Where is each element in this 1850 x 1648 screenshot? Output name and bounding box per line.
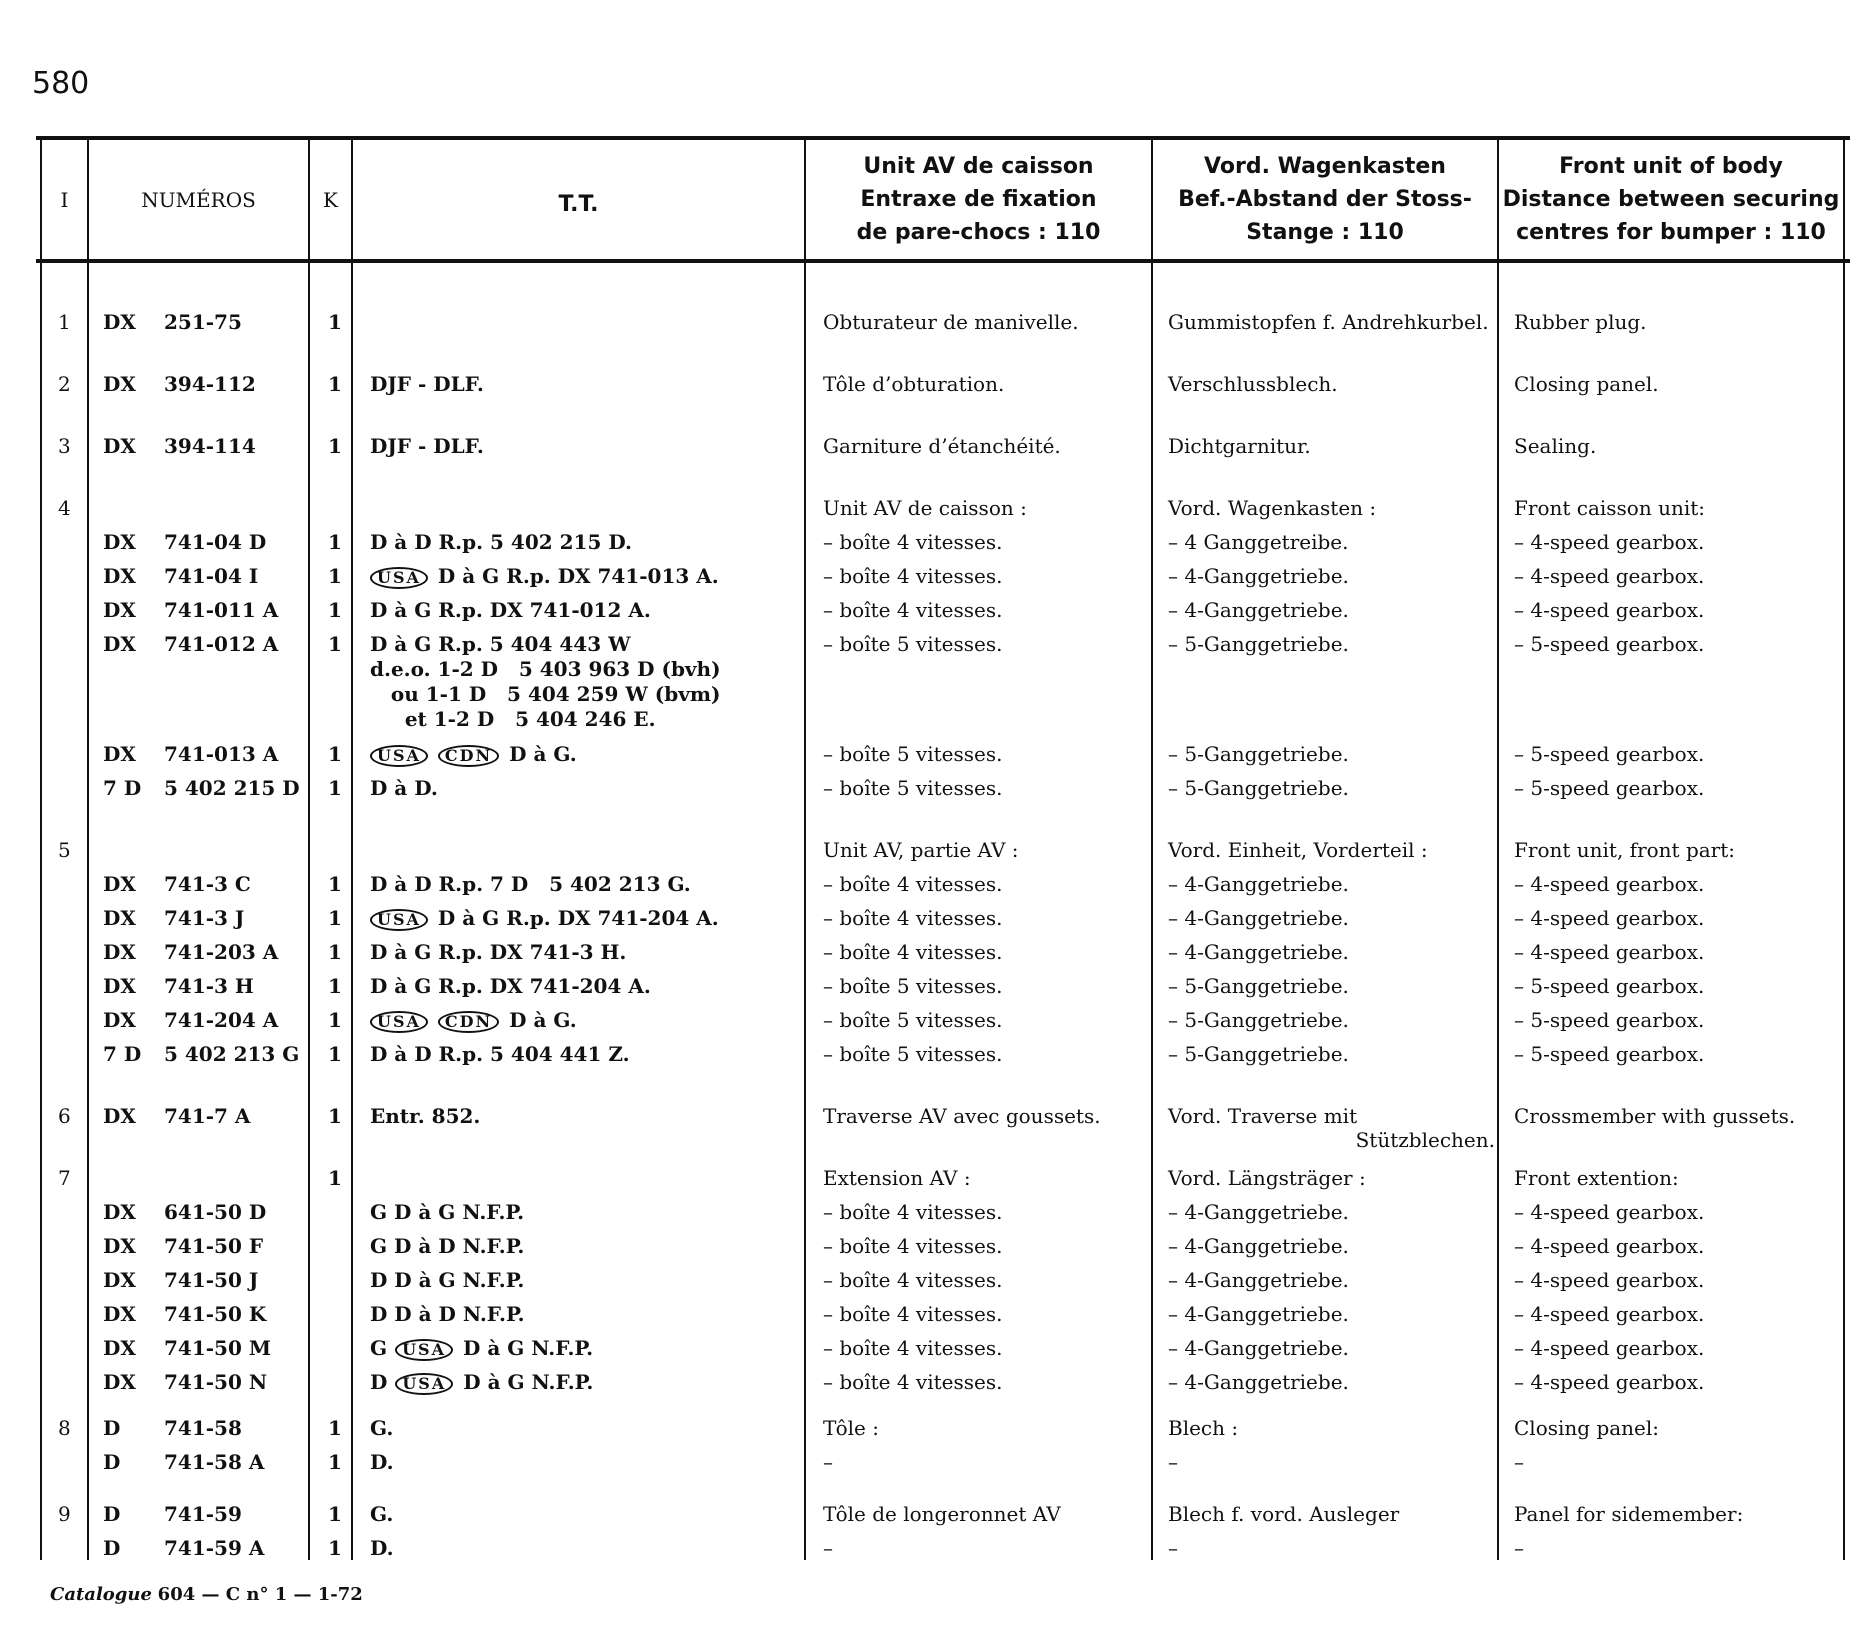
technical-note: [370, 1200, 524, 1224]
header-german-line: Bef.-Abstand der Stoss-: [1178, 187, 1472, 212]
description-german: Gummistopfen f. Andrehkurbel.: [1168, 310, 1489, 334]
part-prefix: DX: [103, 1370, 136, 1394]
quantity: 1: [328, 906, 342, 930]
description-french: – boîte 4 vitesses.: [823, 564, 1003, 588]
technical-note: [370, 1450, 394, 1474]
description-french: – boîte 5 vitesses.: [823, 632, 1003, 656]
technical-note: [370, 1008, 577, 1033]
description-german: Vord. Einheit, Vorderteil :: [1168, 838, 1428, 862]
col-rule-left: [40, 140, 42, 1560]
description-french: – boîte 4 vitesses.: [823, 1200, 1003, 1224]
part-number: 741-3 J: [164, 906, 245, 930]
part-number: 5 402 213 G: [164, 1042, 300, 1066]
technical-note-text: D à G R.p. DX 741-204 A.: [437, 906, 719, 930]
footer-catalogue-label: Catalogue: [50, 1584, 152, 1605]
technical-note: [370, 1234, 524, 1258]
part-prefix: DX: [103, 530, 136, 554]
part-prefix: DX: [103, 372, 136, 396]
technical-note: [370, 530, 632, 554]
description-english: – 5-speed gearbox.: [1514, 742, 1705, 766]
part-number: 741-50 M: [164, 1336, 271, 1360]
technical-note: [370, 940, 626, 964]
description-french: Obturateur de manivelle.: [823, 310, 1079, 334]
technical-note-text: D à D.: [370, 776, 438, 800]
part-number: 741-204 A: [164, 1008, 279, 1032]
header-i: I: [60, 188, 69, 212]
quantity: 1: [328, 1166, 342, 1190]
technical-note-text: D.: [370, 1450, 394, 1474]
part-number: 394-112: [164, 372, 256, 396]
row-index: 7: [58, 1166, 71, 1190]
part-number: 741-04 D: [164, 530, 267, 554]
description-english: – 4-speed gearbox.: [1514, 530, 1705, 554]
page-number: 580: [32, 66, 90, 101]
technical-note: [370, 372, 484, 396]
header-german-line: Vord. Wagenkasten: [1204, 154, 1446, 179]
part-number: 251-75: [164, 310, 242, 334]
header-french: [806, 150, 1151, 249]
description-german: – 4-Ganggetriebe.: [1168, 1336, 1349, 1360]
col-rule-numeros: [308, 140, 310, 1560]
description-french: – boîte 5 vitesses.: [823, 742, 1003, 766]
description-english: – 4-speed gearbox.: [1514, 1234, 1705, 1258]
technical-note: [370, 906, 719, 931]
quantity: 1: [328, 1502, 342, 1526]
part-number: 741-7 A: [164, 1104, 251, 1128]
technical-note: [370, 1302, 525, 1326]
technical-note-text: G D à D N.F.P.: [370, 1234, 525, 1258]
technical-note: [370, 564, 719, 589]
technical-note: [370, 1416, 393, 1440]
description-english: Crossmember with gussets.: [1514, 1104, 1796, 1128]
description-german: – 4-Ganggetriebe.: [1168, 1302, 1349, 1326]
col-rule-k: [351, 140, 353, 1560]
technical-note: [370, 1336, 593, 1361]
description-german: – 4-Ganggetriebe.: [1168, 598, 1349, 622]
quantity: 1: [328, 1042, 342, 1066]
quantity: 1: [328, 1450, 342, 1474]
description-french: – boîte 4 vitesses.: [823, 1302, 1003, 1326]
description-english: – 5-speed gearbox.: [1514, 1042, 1705, 1066]
part-prefix: DX: [103, 632, 136, 656]
country-badge: USA: [395, 1339, 453, 1361]
country-badge: USA: [370, 1011, 428, 1033]
description-german: Verschlussblech.: [1168, 372, 1338, 396]
part-number: 394-114: [164, 434, 256, 458]
technical-note-text: D à G R.p. DX 741-3 H.: [370, 940, 627, 964]
description-german: Vord. Längsträger :: [1168, 1166, 1366, 1190]
part-prefix: DX: [103, 1008, 136, 1032]
technical-note: [370, 707, 656, 731]
row-index: 2: [58, 372, 71, 396]
technical-note-text: ou 1-1 D 5 404 259 W (bvm): [370, 682, 721, 706]
country-badge: CDN: [438, 1011, 499, 1033]
part-number: 741-59 A: [164, 1536, 265, 1560]
header-german-line: Stange : 110: [1246, 220, 1404, 245]
header-tt: T.T.: [558, 192, 599, 217]
description-french: Unit AV de caisson :: [823, 496, 1027, 520]
description-french: – boîte 4 vitesses.: [823, 1336, 1003, 1360]
description-german: – 4-Ganggetriebe.: [1168, 872, 1349, 896]
technical-note-text: et 1-2 D 5 404 246 E.: [370, 707, 656, 731]
header-french-line: Unit AV de caisson: [863, 154, 1094, 179]
row-index: 5: [58, 838, 71, 862]
description-english: –: [1514, 1536, 1524, 1560]
row-index: 3: [58, 434, 71, 458]
technical-note: [370, 1042, 630, 1066]
technical-note-text: D D à G N.F.P.: [370, 1268, 525, 1292]
description-english: Front extention:: [1514, 1166, 1679, 1190]
description-german: – 5-Ganggetriebe.: [1168, 1008, 1349, 1032]
description-french: – boîte 5 vitesses.: [823, 776, 1003, 800]
row-index: 8: [58, 1416, 71, 1440]
part-prefix: DX: [103, 434, 136, 458]
part-prefix: DX: [103, 742, 136, 766]
quantity: 1: [328, 940, 342, 964]
description-french: – boîte 4 vitesses.: [823, 530, 1003, 554]
technical-note-text: D à G R.p. DX 741-204 A.: [370, 974, 651, 998]
part-prefix: D: [103, 1502, 121, 1526]
part-number: 741-011 A: [164, 598, 279, 622]
quantity: 1: [328, 1416, 342, 1440]
description-english: – 4-speed gearbox.: [1514, 1268, 1705, 1292]
description-german: – 5-Ganggetriebe.: [1168, 632, 1349, 656]
description-french: Garniture d’étanchéité.: [823, 434, 1061, 458]
part-prefix: DX: [103, 1336, 136, 1360]
description-french: Traverse AV avec goussets.: [823, 1104, 1101, 1128]
technical-note: [370, 682, 720, 706]
description-english: – 4-speed gearbox.: [1514, 564, 1705, 588]
description-english: – 4-speed gearbox.: [1514, 1336, 1705, 1360]
country-badge: USA: [370, 745, 428, 767]
part-prefix: DX: [103, 906, 136, 930]
technical-note-text: DJF - DLF.: [370, 372, 484, 396]
description-french: Unit AV, partie AV :: [823, 838, 1019, 862]
footer-reference: 604 — C n° 1 — 1-72: [157, 1584, 363, 1605]
technical-note-text: D à G N.F.P.: [463, 1370, 594, 1394]
description-german: Dichtgarnitur.: [1168, 434, 1311, 458]
part-prefix: 7 D: [103, 1042, 142, 1066]
description-english: – 4-speed gearbox.: [1514, 872, 1705, 896]
description-german: –: [1168, 1536, 1178, 1560]
quantity: 1: [328, 1104, 342, 1128]
description-german: Stützblechen.: [1355, 1128, 1495, 1152]
technical-note: [370, 1104, 480, 1128]
description-french: – boîte 5 vitesses.: [823, 1042, 1003, 1066]
technical-note-text: D à G N.F.P.: [463, 1336, 594, 1360]
description-french: – boîte 4 vitesses.: [823, 872, 1003, 896]
part-prefix: DX: [103, 564, 136, 588]
part-number: 741-3 C: [164, 872, 251, 896]
description-french: – boîte 4 vitesses.: [823, 940, 1003, 964]
description-german: – 4-Ganggetriebe.: [1168, 906, 1349, 930]
quantity: 1: [328, 974, 342, 998]
technical-note-text: G.: [370, 1502, 394, 1526]
technical-note-text: D.: [370, 1536, 394, 1560]
part-number: 741-203 A: [164, 940, 279, 964]
technical-note: [370, 1370, 593, 1395]
technical-note-text: G D à G N.F.P.: [370, 1200, 525, 1224]
col-rule-de: [1497, 140, 1499, 1560]
technical-note-prefix: D: [370, 1370, 388, 1394]
technical-note: [370, 1502, 393, 1526]
technical-note: [370, 657, 721, 681]
part-number: 741-3 H: [164, 974, 254, 998]
quantity: 1: [328, 372, 342, 396]
quantity: 1: [328, 776, 342, 800]
part-number: 5 402 215 D: [164, 776, 300, 800]
quantity: 1: [328, 564, 342, 588]
quantity: 1: [328, 1536, 342, 1560]
part-number: 741-013 A: [164, 742, 279, 766]
part-prefix: DX: [103, 1200, 136, 1224]
description-english: – 5-speed gearbox.: [1514, 1008, 1705, 1032]
description-french: Tôle :: [823, 1416, 879, 1440]
description-english: Rubber plug.: [1514, 310, 1647, 334]
description-english: –: [1514, 1450, 1524, 1474]
part-prefix: D: [103, 1536, 121, 1560]
row-index: 6: [58, 1104, 71, 1128]
technical-note-text: D D à D N.F.P.: [370, 1302, 525, 1326]
row-index: 4: [58, 496, 71, 520]
part-prefix: DX: [103, 974, 136, 998]
description-german: – 5-Ganggetriebe.: [1168, 742, 1349, 766]
description-english: Front caisson unit:: [1514, 496, 1706, 520]
quantity: 1: [328, 310, 342, 334]
technical-note: [370, 598, 651, 622]
technical-note: [370, 1536, 394, 1560]
description-english: – 4-speed gearbox.: [1514, 906, 1705, 930]
description-english: Closing panel:: [1514, 1416, 1660, 1440]
technical-note: [370, 742, 577, 767]
description-german: –: [1168, 1450, 1178, 1474]
description-german: – 4-Ganggetriebe.: [1168, 1234, 1349, 1258]
part-prefix: DX: [103, 598, 136, 622]
technical-note: [370, 974, 651, 998]
description-english: – 4-speed gearbox.: [1514, 1370, 1705, 1394]
col-rule-right: [1843, 140, 1845, 1560]
col-rule-i: [87, 140, 89, 1560]
description-german: – 4-Ganggetriebe.: [1168, 1370, 1349, 1394]
country-badge: USA: [370, 909, 428, 931]
technical-note: [370, 632, 631, 656]
col-rule-fr: [1151, 140, 1153, 1560]
header-german: [1153, 150, 1497, 249]
header-french-line: de pare-chocs : 110: [856, 220, 1101, 245]
row-index: 9: [58, 1502, 71, 1526]
description-german: – 5-Ganggetriebe.: [1168, 776, 1349, 800]
description-german: – 4-Ganggetriebe.: [1168, 1200, 1349, 1224]
part-prefix: D: [103, 1450, 121, 1474]
part-number: 741-50 F: [164, 1234, 264, 1258]
part-number: 741-58: [164, 1416, 242, 1440]
part-prefix: DX: [103, 1302, 136, 1326]
description-french: – boîte 5 vitesses.: [823, 974, 1003, 998]
description-german: – 4-Ganggetriebe.: [1168, 1268, 1349, 1292]
header-english: [1499, 150, 1843, 249]
technical-note-prefix: G: [370, 1336, 388, 1360]
description-german: Blech f. vord. Ausleger: [1168, 1502, 1400, 1526]
header-english-line: Front unit of body: [1559, 154, 1783, 179]
part-number: 741-58 A: [164, 1450, 265, 1474]
description-french: –: [823, 1450, 833, 1474]
part-prefix: 7 D: [103, 776, 142, 800]
description-german: – 4 Ganggetreibe.: [1168, 530, 1349, 554]
technical-note-text: D à G R.p. DX 741-012 A.: [370, 598, 651, 622]
country-badge: USA: [395, 1373, 453, 1395]
quantity: 1: [328, 742, 342, 766]
technical-note-text: D à G R.p. 5 404 443 W: [370, 632, 631, 656]
quantity: 1: [328, 872, 342, 896]
quantity: 1: [328, 598, 342, 622]
description-english: – 4-speed gearbox.: [1514, 1200, 1705, 1224]
technical-note-text: d.e.o. 1-2 D 5 403 963 D (bvh): [370, 657, 721, 681]
part-number: 741-50 K: [164, 1302, 267, 1326]
description-german: Vord. Wagenkasten :: [1168, 496, 1377, 520]
part-prefix: DX: [103, 940, 136, 964]
description-french: –: [823, 1536, 833, 1560]
technical-note-text: G.: [370, 1416, 394, 1440]
description-german: – 5-Ganggetriebe.: [1168, 1042, 1349, 1066]
description-french: – boîte 4 vitesses.: [823, 598, 1003, 622]
quantity: 1: [328, 1008, 342, 1032]
part-number: 741-04 I: [164, 564, 259, 588]
country-badge: CDN: [438, 745, 499, 767]
col-rule-tt: [804, 140, 806, 1560]
description-english: Sealing.: [1514, 434, 1597, 458]
technical-note-text: D à D R.p. 5 402 215 D.: [370, 530, 632, 554]
part-prefix: D: [103, 1416, 121, 1440]
description-english: Panel for sidemember:: [1514, 1502, 1744, 1526]
part-number: 741-012 A: [164, 632, 279, 656]
row-index: 1: [58, 310, 71, 334]
header-french-line: Entraxe de fixation: [860, 187, 1097, 212]
footer: [50, 1584, 363, 1605]
description-english: – 5-speed gearbox.: [1514, 776, 1705, 800]
header-numeros: NUMÉROS: [141, 188, 256, 212]
description-english: – 4-speed gearbox.: [1514, 598, 1705, 622]
technical-note-text: Entr. 852.: [370, 1104, 481, 1128]
description-french: Extension AV :: [823, 1166, 971, 1190]
description-french: – boîte 4 vitesses.: [823, 1268, 1003, 1292]
header-k: K: [323, 188, 338, 212]
description-german: – 4-Ganggetriebe.: [1168, 564, 1349, 588]
quantity: 1: [328, 632, 342, 656]
technical-note: [370, 872, 691, 896]
description-english: – 4-speed gearbox.: [1514, 1302, 1705, 1326]
description-french: Tôle de longeronnet AV: [823, 1502, 1061, 1526]
quantity: 1: [328, 530, 342, 554]
technical-note-text: D à G R.p. DX 741-013 A.: [437, 564, 719, 588]
description-french: Tôle d’obturation.: [823, 372, 1005, 396]
technical-note-text: D à G.: [509, 1008, 577, 1032]
part-prefix: DX: [103, 1104, 136, 1128]
description-english: Front unit, front part:: [1514, 838, 1736, 862]
header-english-line: centres for bumper : 110: [1516, 220, 1826, 245]
part-number: 641-50 D: [164, 1200, 267, 1224]
description-french: – boîte 4 vitesses.: [823, 1370, 1003, 1394]
description-english: – 5-speed gearbox.: [1514, 974, 1705, 998]
technical-note-text: DJF - DLF.: [370, 434, 484, 458]
technical-note: [370, 1268, 524, 1292]
part-prefix: DX: [103, 872, 136, 896]
technical-note: [370, 434, 484, 458]
part-number: 741-50 N: [164, 1370, 268, 1394]
header-english-line: Distance between securing: [1502, 187, 1840, 212]
description-english: – 4-speed gearbox.: [1514, 940, 1705, 964]
technical-note-text: D à D R.p. 5 404 441 Z.: [370, 1042, 630, 1066]
description-german: Blech :: [1168, 1416, 1239, 1440]
part-number: 741-59: [164, 1502, 242, 1526]
part-prefix: DX: [103, 1234, 136, 1258]
description-french: – boîte 4 vitesses.: [823, 906, 1003, 930]
description-german: Vord. Traverse mit: [1168, 1104, 1358, 1128]
description-english: Closing panel.: [1514, 372, 1659, 396]
description-german: – 5-Ganggetriebe.: [1168, 974, 1349, 998]
quantity: 1: [328, 434, 342, 458]
country-badge: USA: [370, 567, 428, 589]
description-french: – boîte 4 vitesses.: [823, 1234, 1003, 1258]
description-german: – 4-Ganggetriebe.: [1168, 940, 1349, 964]
technical-note-text: D à G.: [509, 742, 577, 766]
part-prefix: DX: [103, 1268, 136, 1292]
description-french: – boîte 5 vitesses.: [823, 1008, 1003, 1032]
part-number: 741-50 J: [164, 1268, 259, 1292]
part-prefix: DX: [103, 310, 136, 334]
description-english: – 5-speed gearbox.: [1514, 632, 1705, 656]
technical-note: [370, 776, 438, 800]
technical-note-text: D à D R.p. 7 D 5 402 213 G.: [370, 872, 691, 896]
